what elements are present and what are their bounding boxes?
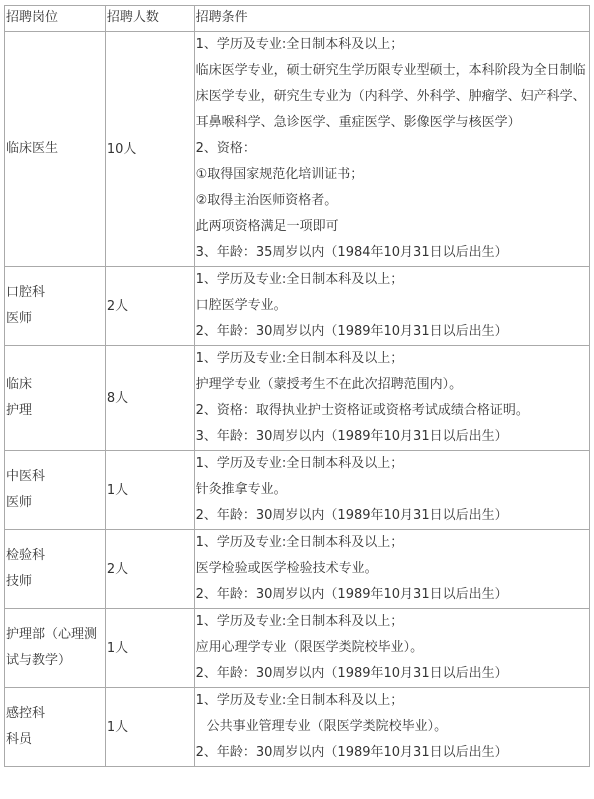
condition-line: 护理学专业（蒙授考生不在此次招聘范围内）。	[195, 377, 463, 392]
count-cell: 1人	[105, 451, 194, 530]
header-conditions: 招聘条件	[194, 6, 589, 32]
position-text: 医师	[6, 311, 33, 326]
position-text: 感控科	[6, 706, 46, 721]
condition-line: 2、年龄：30周岁以内（1989年10月31日以后出生）	[195, 745, 508, 760]
table-row	[5, 530, 590, 609]
condition-line: 1、学历及专业:全日制本科及以上；	[195, 351, 404, 366]
table-row	[5, 688, 590, 767]
position-text: 科员	[6, 732, 33, 747]
position-text: 护理部（心理测	[6, 627, 98, 642]
conditions-cell	[194, 530, 589, 609]
condition-line: 2、年龄：30周岁以内（1989年10月31日以后出生）	[195, 508, 508, 523]
condition-line: 2、年龄：30周岁以内（1989年10月31日以后出生）	[195, 324, 508, 339]
position-text: 临床医生	[6, 141, 59, 156]
position-cell	[5, 609, 106, 688]
condition-line: 医学检验或医学检验技术专业。	[195, 561, 378, 576]
position-cell	[5, 530, 106, 609]
position-cell	[5, 267, 106, 346]
condition-line: ②取得主治医师资格者。	[195, 193, 338, 208]
condition-line: 应用心理学专业（限医学类院校毕业）。	[195, 640, 424, 655]
position-text: 检验科	[6, 548, 46, 563]
condition-line: 1、学历及专业:全日制本科及以上；	[195, 456, 404, 471]
condition-line: 2、年龄：30周岁以内（1989年10月31日以后出生）	[195, 666, 508, 681]
position-text: 护理	[6, 403, 33, 418]
condition-line: 口腔医学专业。	[195, 298, 287, 313]
conditions-cell	[194, 451, 589, 530]
conditions-cell	[194, 609, 589, 688]
conditions-cell	[194, 32, 589, 267]
condition-line: 针灸推拿专业。	[195, 482, 287, 497]
condition-line: 3、年龄：35周岁以内（1984年10月31日以后出生）	[195, 245, 508, 260]
position-cell	[5, 346, 106, 451]
condition-line: 1、学历及专业:全日制本科及以上；	[195, 693, 404, 708]
position-text: 技师	[6, 574, 33, 589]
condition-line: 1、学历及专业:全日制本科及以上；	[195, 614, 404, 629]
condition-line: 2、资格：	[195, 141, 256, 156]
count-cell: 8人	[105, 346, 194, 451]
count-cell: 2人	[105, 267, 194, 346]
table-row	[5, 32, 590, 267]
position-text: 试与教学）	[6, 653, 72, 668]
condition-line: 2、年龄：30周岁以内（1989年10月31日以后出生）	[195, 587, 508, 602]
count-cell: 10人	[105, 32, 194, 267]
condition-line: 公共事业管理专业（限医学类院校毕业）。	[206, 719, 448, 734]
position-text: 口腔科	[6, 285, 46, 300]
count-cell: 2人	[105, 530, 194, 609]
count-cell: 1人	[105, 688, 194, 767]
conditions-cell	[194, 267, 589, 346]
position-cell	[5, 688, 106, 767]
conditions-cell	[194, 346, 589, 451]
table-row	[5, 609, 590, 688]
count-cell: 1人	[105, 609, 194, 688]
position-cell	[5, 32, 106, 267]
position-text: 临床	[6, 377, 33, 392]
condition-line: 2、资格：取得执业护士资格证或资格考试成绩合格证明。	[195, 403, 529, 418]
table-header-row	[5, 6, 590, 32]
condition-line: 1、学历及专业:全日制本科及以上；	[195, 535, 404, 550]
header-count: 招聘人数	[105, 6, 194, 32]
recruitment-table-body	[5, 6, 590, 767]
table-row	[5, 267, 590, 346]
condition-line: 1、学历及专业:全日制本科及以上；	[195, 37, 404, 52]
conditions-cell	[194, 688, 589, 767]
condition-line: 此两项资格满足一项即可	[195, 219, 339, 234]
header-position: 招聘岗位	[5, 6, 106, 32]
position-text: 中医科	[6, 469, 46, 484]
condition-line: ①取得国家规范化培训证书；	[195, 167, 364, 182]
condition-line: 临床医学专业，硕士研究生学历限专业型硕士，本科阶段为全日制临床医学专业，研究生专业为（内科学、外科学、肿瘤学、妇产科学、耳鼻喉科学、急诊医学、重症医学、影像医学与核医学）	[195, 63, 586, 130]
condition-line: 3、年龄：30周岁以内（1989年10月31日以后出生）	[195, 429, 508, 444]
table-row	[5, 451, 590, 530]
recruitment-table	[4, 5, 590, 767]
position-text: 医师	[6, 495, 33, 510]
position-cell	[5, 451, 106, 530]
table-row	[5, 346, 590, 451]
condition-line: 1、学历及专业:全日制本科及以上；	[195, 272, 404, 287]
